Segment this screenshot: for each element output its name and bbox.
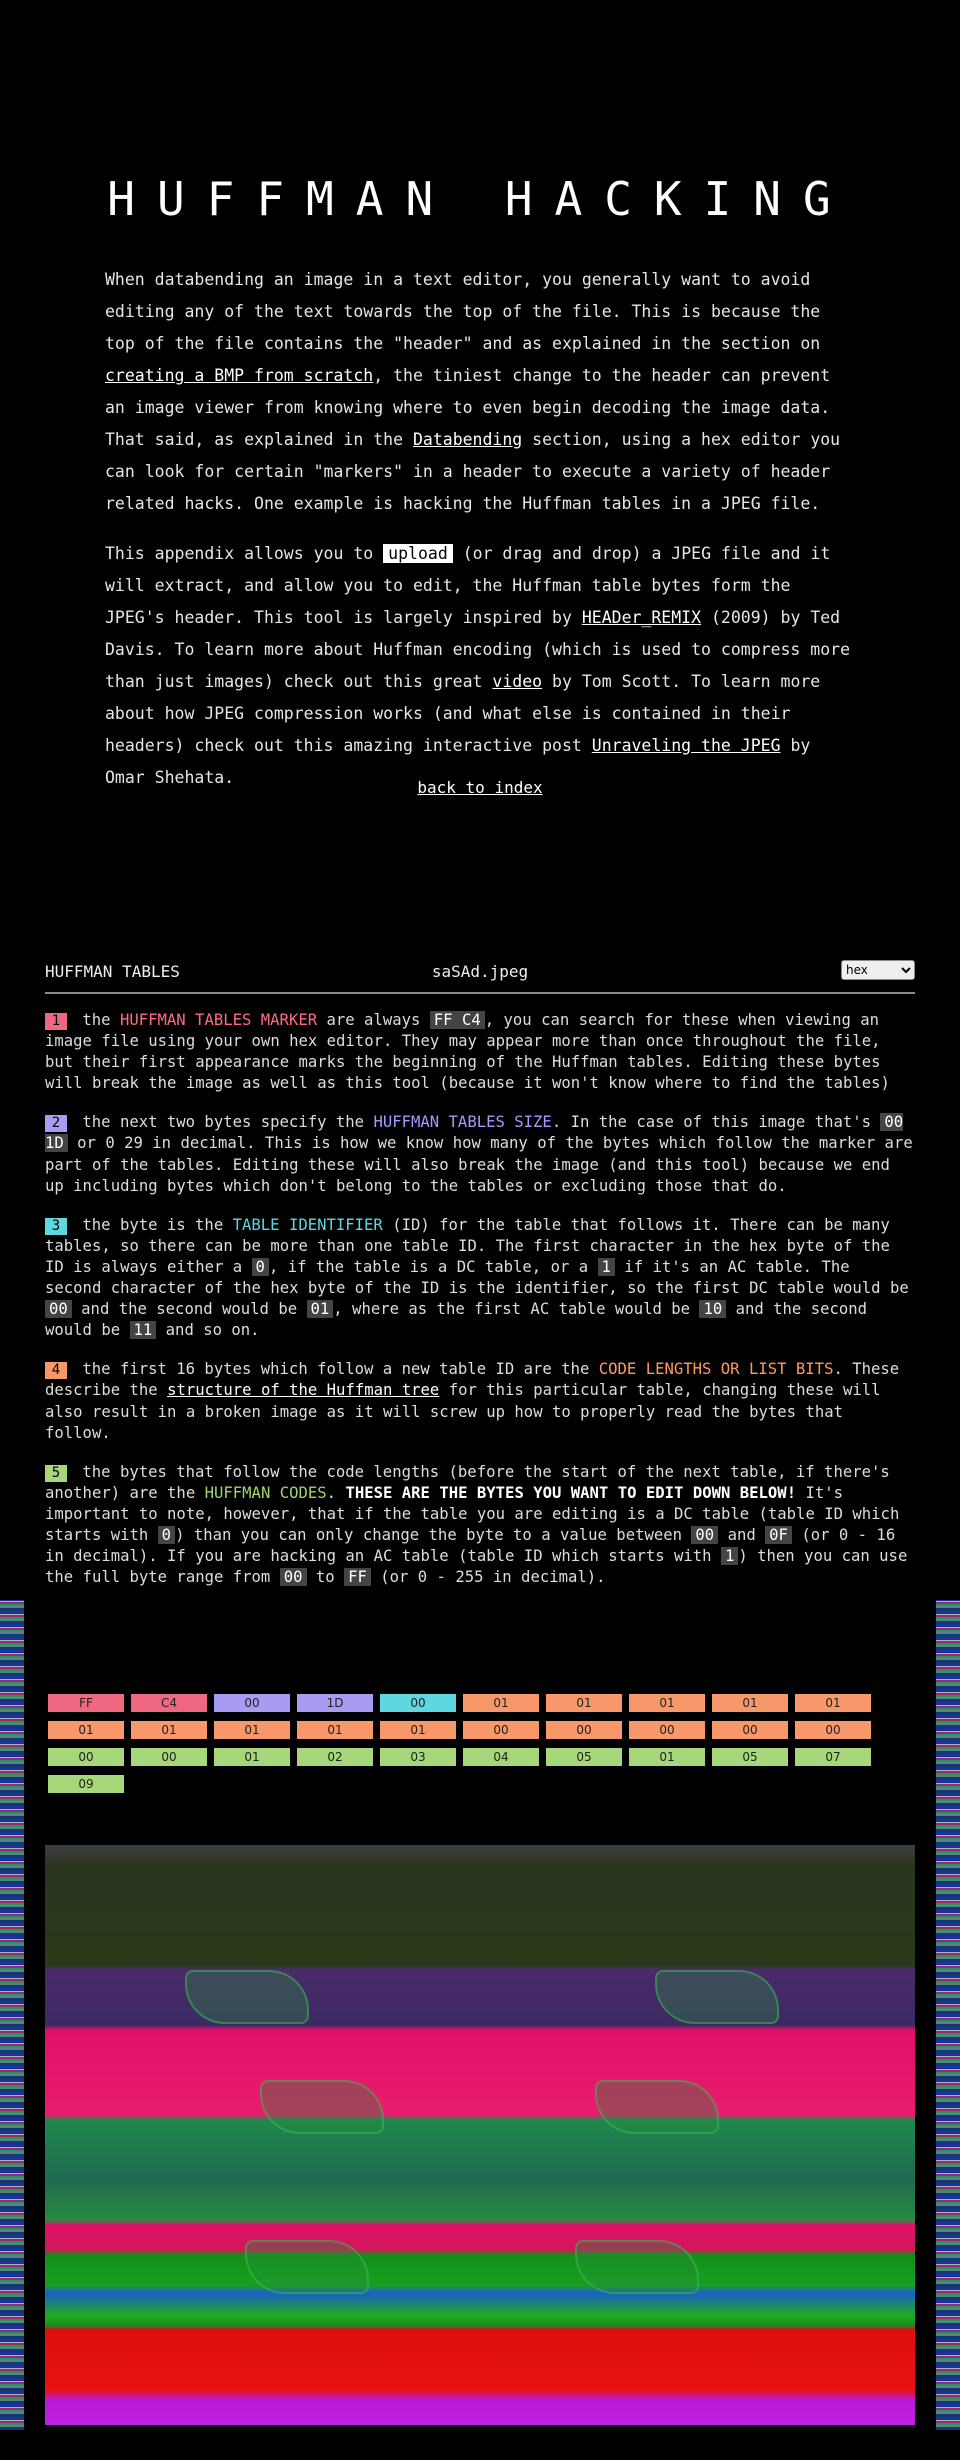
byte-cell[interactable]: 00 [795,1721,871,1739]
edit-warning: THESE ARE THE BYTES YOU WANT TO EDIT DOWN BELOW! [345,1483,797,1502]
byte-cell[interactable]: 1D [297,1694,373,1712]
hex-value: 00 [280,1568,307,1586]
hex-value: 0F [765,1526,792,1544]
image-shape [575,2240,699,2294]
byte-cell[interactable]: 00 [48,1748,124,1766]
hex-value: 00 [45,1300,72,1318]
byte-cell[interactable]: 00 [712,1721,788,1739]
step-text: or 0 29 in decimal. This is how we know how many of the bytes which follow the marker are part of the tables. Editing these will also break the image (and this tool) because we end up including bytes which don't belong to the tables or excluding those that do. [45,1134,913,1195]
marker-term: HUFFMAN TABLES MARKER [119,1011,318,1029]
step-number: 4 [45,1362,67,1379]
byte-cell[interactable]: 01 [214,1721,290,1739]
intro-text: by Tom Scott. To learn more about how JPEG compression works (and what else is contained in their headers) check out this amazing interactive post [105,672,821,755]
step-text: are always [317,1011,430,1029]
byte-cell[interactable]: 00 [214,1694,290,1712]
video-link[interactable]: video [492,672,543,691]
byte-cell[interactable]: 02 [297,1748,373,1766]
glitched-image-preview [45,1845,915,2425]
step-text: ) than you can only change the byte to a value between [175,1525,692,1544]
byte-cell[interactable]: 09 [48,1775,124,1793]
page-title: HUFFMAN HACKING [107,172,853,226]
intro-paragraph-2 [105,538,855,794]
hex-value: 11 [130,1321,157,1339]
image-shape [655,1970,779,2024]
step-text: the byte is the [73,1215,233,1234]
hex-value: 0 [252,1258,269,1276]
byte-cell[interactable]: 01 [795,1694,871,1712]
hex-value: 10 [699,1300,726,1318]
step-text: ) then you can use the full byte range from [45,1547,908,1587]
step-text: if it's an AC table. The second character of the hex byte of the ID is the identifier, so the first DC table would be [45,1257,909,1298]
byte-cell[interactable]: 07 [795,1748,871,1766]
step-2 [45,1112,915,1196]
byte-cell[interactable]: 01 [629,1694,705,1712]
byte-cell[interactable]: 00 [463,1721,539,1739]
unraveling-jpeg-link[interactable]: Unraveling the JPEG [591,736,781,755]
size-term: HUFFMAN TABLES SIZE [373,1113,552,1132]
intro-text: , the tiniest change to the header can prevent an image viewer from knowing where to even begin decoding the image data. That said, as explained in the [105,366,831,449]
back-to-index-container [0,778,960,797]
intro-text: by Omar Shehata. [105,736,811,787]
hex-value: 01 [307,1300,334,1318]
step-text: . These describe the [45,1360,900,1400]
intro-text: section, using a hex editor you can look for certain "markers" in a header to execute a variety of header related hacks. One example is hacking the Huffman tables in a JPEG file. [105,430,841,513]
step-number: 1 [45,1013,67,1030]
header-remix-link[interactable]: HEADer_REMIX [581,608,702,627]
byte-cell[interactable]: 00 [629,1721,705,1739]
creating-bmp-link[interactable]: creating a BMP from scratch [105,366,374,385]
intro-text: (or drag and drop) a JPEG file and it will extract, and allow you to edit, the Huffman table bytes form the JPEG's header. This tool is largely inspired by [105,544,831,627]
step-text: , if the table is a DC table, or a [268,1257,598,1276]
byte-cell[interactable]: 04 [463,1748,539,1766]
section-title: HUFFMAN TABLES [45,962,180,981]
step-text: It's important to note, however, that if the table you are editing is a DC table (table ID which starts with [45,1483,900,1544]
step-number: 2 [45,1115,67,1132]
byte-cell[interactable]: 01 [712,1694,788,1712]
upload-button[interactable]: upload [383,544,453,563]
databending-link[interactable]: Databending [412,430,523,449]
byte-cell[interactable]: 05 [712,1748,788,1766]
hex-value: 1 [721,1547,738,1565]
step-text: , you can search for these when viewing an image file using your own hex editor. They may appear more than once throughout the file, but their first appearance marks the beginning of the Huffman tables. Editing these bytes will break the image as well as this tool (because it won't know where to find the tables) [45,1011,890,1093]
step-text: and the second would be [71,1300,307,1319]
step-number: 5 [45,1465,67,1482]
step-text: (or 0 - 255 in decimal). [370,1568,606,1587]
step-text: (or 0 - 16 in decimal). If you are hacking an AC table (table ID which starts with [45,1525,896,1566]
image-shape [260,2080,384,2134]
huffman-byte-grid [48,1694,894,1793]
step-text: . [326,1483,346,1502]
byte-cell[interactable]: 00 [380,1694,456,1712]
byte-cell[interactable]: 00 [131,1748,207,1766]
hex-value: 00 1D [45,1113,904,1153]
intro-paragraph-1 [105,264,855,520]
step-1 [45,1010,915,1094]
intro-text: This appendix allows you to [105,544,384,563]
intro-text: When databending an image in a text editor, you generally want to avoid editing any of the text towards the top of the file. This is because the top of the file contains the "header" and as explained in the section on [105,270,821,353]
byte-cell[interactable]: 05 [546,1748,622,1766]
step-text: the [73,1011,120,1029]
step-text: the bytes that follow the code lengths (before the start of the next table, if there's another) are the [45,1462,890,1502]
step-text: the next two bytes specify the [73,1113,374,1132]
intro-text: (2009) by Ted Davis. To learn more about Huffman encoding (which is used to compress more than just images) check out this great [105,608,851,691]
huffman-codes-term: HUFFMAN CODES [204,1483,327,1502]
byte-cell[interactable]: 03 [380,1748,456,1766]
file-name: saSAd.jpeg [431,962,529,981]
step-text: , where as the first AC table would be [333,1300,700,1319]
byte-cell[interactable]: C4 [131,1694,207,1712]
hex-value: 0 [158,1526,175,1544]
byte-cell[interactable]: 01 [48,1721,124,1739]
image-shape [595,2080,719,2134]
step-text: to [306,1568,345,1587]
byte-cell[interactable]: 01 [629,1748,705,1766]
hex-value: FF C4 [430,1011,485,1029]
huffman-tables-header [45,958,915,994]
step-text: and so on. [156,1321,260,1340]
huffman-tree-link[interactable]: structure of the Huffman tree [167,1381,440,1400]
back-to-index-link[interactable]: back to index [417,778,543,797]
byte-cell[interactable]: 00 [546,1721,622,1739]
byte-cell[interactable]: FF [48,1694,124,1712]
glitch-noise-left [0,1600,24,2430]
byte-cell[interactable]: 01 [297,1721,373,1739]
step-text: the first 16 bytes which follow a new table ID are the [73,1360,599,1379]
format-select[interactable] [841,960,915,980]
step-text: and the second would be [45,1300,868,1340]
step-text: and [718,1525,766,1544]
step-3 [45,1215,915,1342]
hex-value: 00 [691,1526,718,1544]
image-shape [185,1970,309,2024]
byte-cell[interactable]: 01 [131,1721,207,1739]
image-shape [245,2240,369,2294]
byte-cell[interactable]: 01 [214,1748,290,1766]
step-5 [45,1462,915,1589]
hex-value: 1 [598,1258,615,1276]
step-text: for this particular table, changing these will also result in a broken image as it will screw up how to properly read the bytes that follow. [45,1381,881,1442]
step-4 [45,1359,915,1443]
code-lengths-term: CODE LENGTHS OR LIST BITS [598,1360,834,1379]
step-text: . In the case of this image that's [551,1113,881,1132]
identifier-term: TABLE IDENTIFIER [232,1215,383,1234]
byte-cell[interactable]: 01 [546,1694,622,1712]
instructions [45,1010,915,1606]
hex-value: FF [344,1568,371,1586]
step-number: 3 [45,1218,67,1235]
byte-cell[interactable]: 01 [380,1721,456,1739]
step-text: (ID) for the table that follows it. There can be many tables, so there can be more than one table ID. The first character in the hex byte of the ID is always either a [45,1215,890,1276]
byte-cell[interactable]: 01 [463,1694,539,1712]
glitch-noise-right [936,1600,960,2430]
